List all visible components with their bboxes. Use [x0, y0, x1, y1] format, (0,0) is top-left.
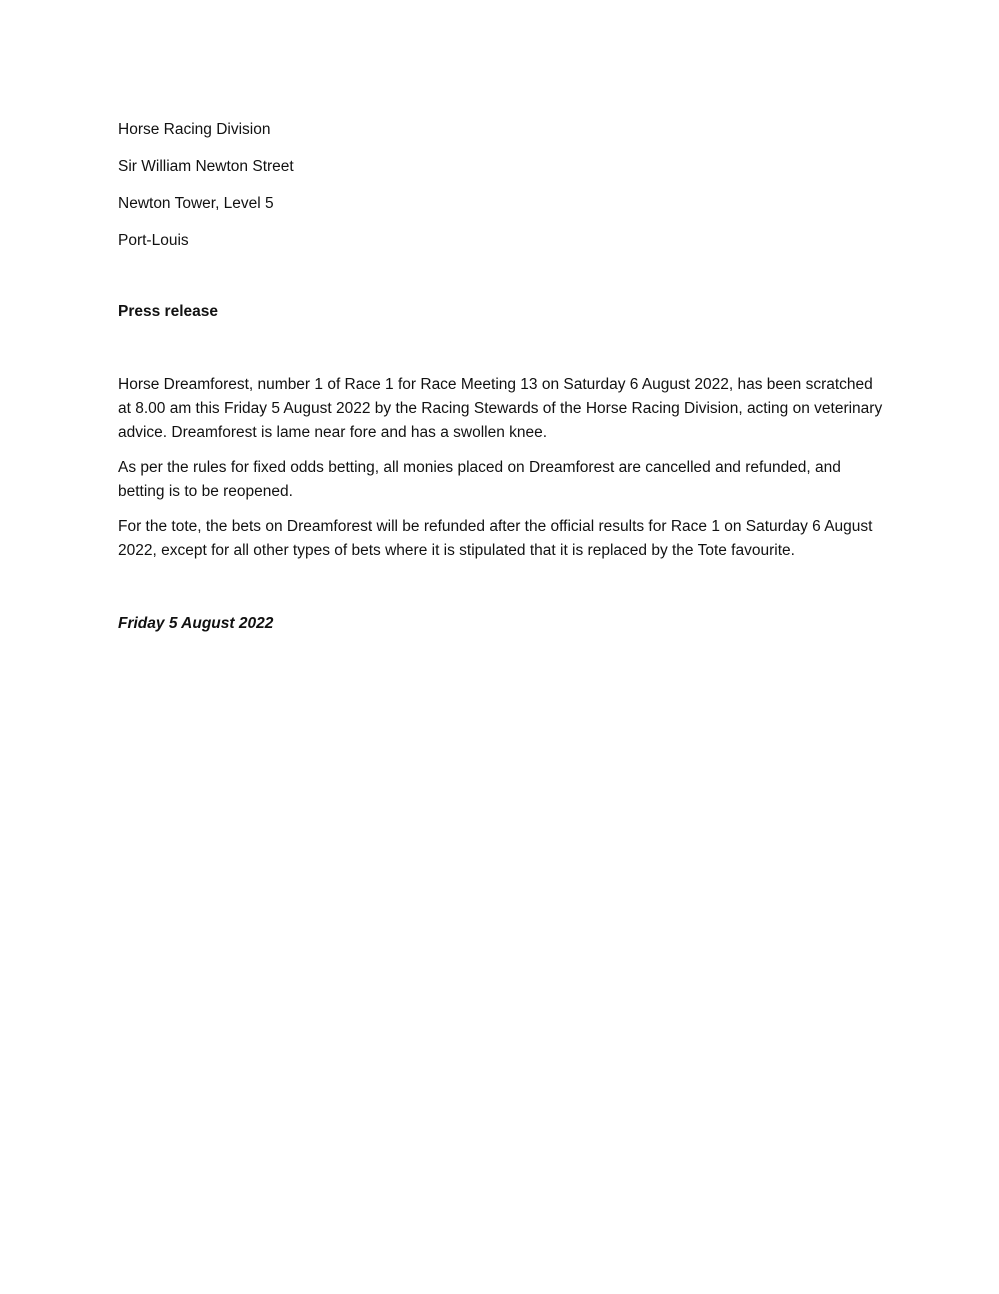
- body-paragraph-1: Horse Dreamforest, number 1 of Race 1 for Race Meeting 13 on Saturday 6 August 2022, has been scratched at 8.00 am this Friday 5 August 2022 by the Racing Stewards of the Horse Racing Division, acting on veterinary advice. Dreamforest is lame near fore and has a swollen knee.: [118, 376, 883, 441]
- address-line-street: Sir William Newton Street: [118, 158, 294, 175]
- document-content: [118, 118, 888, 636]
- document-date: Friday 5 August 2022: [118, 615, 274, 632]
- body-paragraph-3: For the tote, the bets on Dreamforest will be refunded after the official results for Race 1 on Saturday 6 August 2022, except for all other types of bets where it is stipulated that it is replaced by the Tote favourite.: [118, 518, 873, 559]
- address-line-building: Newton Tower, Level 5: [118, 195, 274, 212]
- document-heading: Press release: [118, 303, 218, 320]
- document-body: [118, 373, 888, 563]
- body-paragraph-2: As per the rules for fixed odds betting, all monies placed on Dreamforest are cancelled and refunded, and betting is to be reopened.: [118, 459, 841, 500]
- sender-address: [118, 118, 888, 253]
- address-line-city: Port-Louis: [118, 232, 189, 249]
- address-line-organization: Horse Racing Division: [118, 121, 271, 138]
